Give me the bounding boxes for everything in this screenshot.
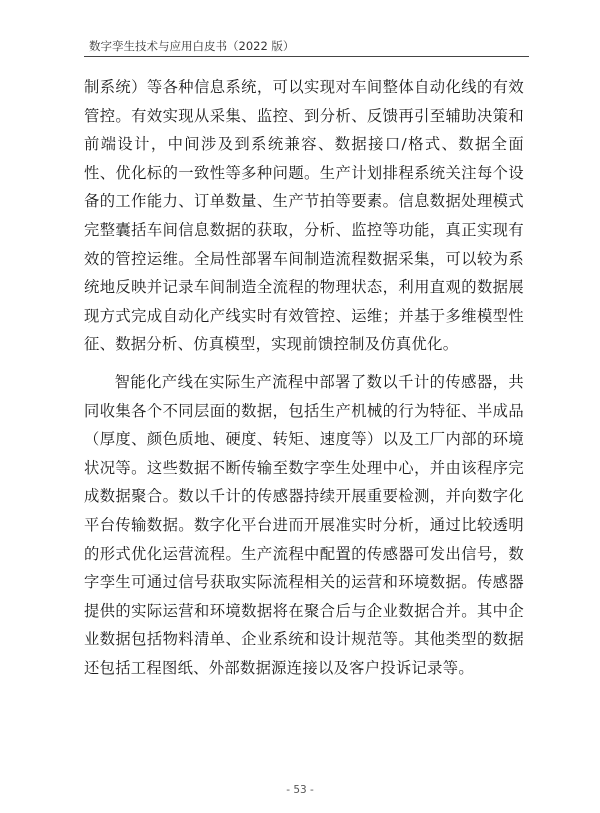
paragraph-continued: 制系统）等各种信息系统，可以实现对车间整体自动化线的有效管控。有效实现从采集、监控、到分析、反馈再引至辅助决策和前端设计，中间涉及到系统兼容、数据接口/格式、数据全面性、优化标的一致性等多种问题。生产计划排程系统关注每个设备的工作能力、订单数量、生产节拍等要素。信息数据处理模式完整囊括车间信息数据的获取，分析、监控等功能，真正实现有效的管控运维。全局性部署车间制造流程数据采集，可以较为系统地反映并记录车间制造全流程的物理状态，利用直观的数据展现方式完成自动化产线实时有效管控、运维；并基于多维模型性征、数据分析、仿真模型，实现前馈控制及仿真优化。 — [84, 78, 524, 354]
body-text — [84, 73, 524, 682]
page-number: - 53 - — [286, 784, 314, 796]
paragraph: 智能化产线在实际生产流程中部署了数以千计的传感器，共同收集各个不同层面的数据，包括生产机械的行为特征、半成品（厚度、颜色质地、硬度、转矩、速度等）以及工厂内部的环境状况等。这些数据不断传输至数字孪生处理中心，并由该程序完成数据聚合。数以千计的传感器持续开展重要检测，并向数字化平台传输数据。数字化平台进而开展准实时分析，通过比较透明的形式优化运营流程。生产流程中配置的传感器可发出信号，数字孪生可通过信号获取实际流程相关的运营和环境数据。传感器提供的实际运营和环境数据将在聚合后与企业数据合并。其中企业数据包括物料清单、企业系统和设计规范等。其他类型的数据还包括工程图纸、外部数据源连接以及客户投诉记录等。 — [84, 372, 524, 677]
document-title: 数字孪生技术与应用白皮书（2022 版） — [89, 39, 295, 53]
page-header — [84, 36, 529, 57]
